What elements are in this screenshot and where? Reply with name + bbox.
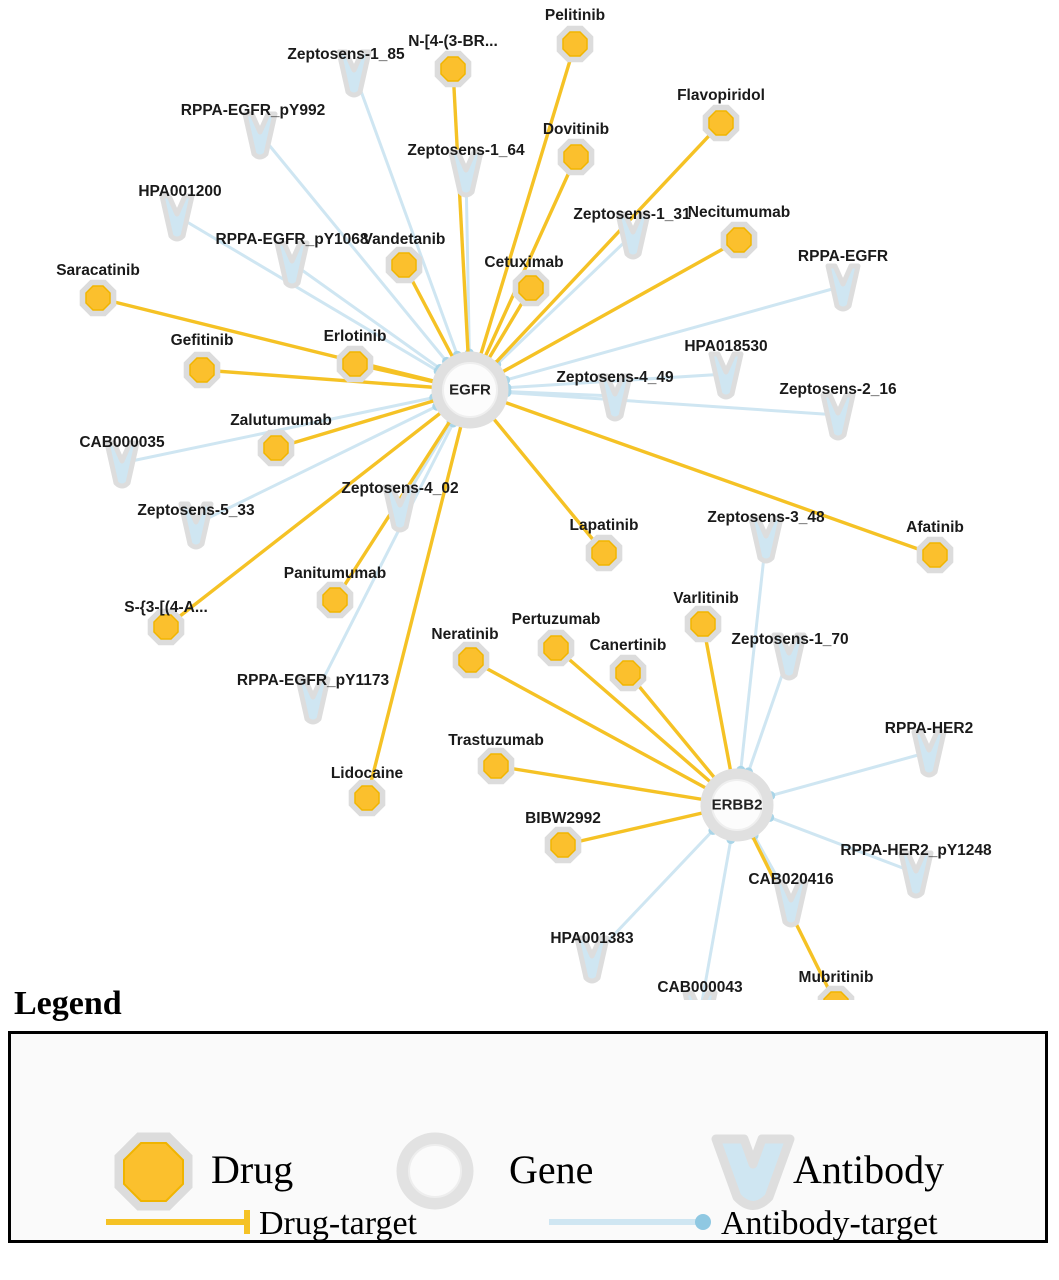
antibody-node[interactable] <box>774 635 804 678</box>
drug-node[interactable] <box>613 658 643 688</box>
antibody-node-label: CAB000043 <box>657 979 743 996</box>
drug-node-label: Cetuximab <box>484 254 564 271</box>
antibody-target-edge[interactable] <box>354 72 470 390</box>
antibody-node-label: HPA001200 <box>138 183 222 200</box>
legend-label-antibody-target: Antibody-target <box>721 1205 938 1242</box>
drug-node[interactable] <box>389 250 419 280</box>
drug-node-label: Varlitinib <box>673 590 739 607</box>
antibody-node-label: RPPA-EGFR_pY1068 <box>215 231 369 248</box>
drug-node[interactable] <box>83 283 113 313</box>
antibody-target-edge[interactable] <box>313 390 470 699</box>
antibody-node-label: RPPA-EGFR <box>797 248 889 265</box>
drug-node[interactable] <box>481 751 511 781</box>
drug-node-label: Saracatinib <box>56 262 140 279</box>
drug-node[interactable] <box>151 612 181 642</box>
legend-antibody-target-edge <box>549 1214 711 1230</box>
antibody-node-label: Zeptosens-1_85 <box>287 46 405 63</box>
legend-title: Legend <box>14 985 122 1022</box>
drug-node-label: Necitumumab <box>687 204 791 221</box>
antibody-node-label: CAB000035 <box>79 434 165 451</box>
legend-box <box>8 1031 1048 1243</box>
drug-node-label: Canertinib <box>589 637 667 654</box>
antibody-node[interactable] <box>181 504 211 547</box>
antibody-node[interactable] <box>245 114 275 157</box>
antibody-node[interactable] <box>339 52 369 95</box>
edge-layer <box>98 44 935 1000</box>
antibody-node-label: Zeptosens-4_49 <box>556 369 674 386</box>
antibody-node-label: Zeptosens-1_70 <box>731 631 849 648</box>
drug-node-label: Pertuzumab <box>511 611 601 628</box>
antibody-node[interactable] <box>162 196 192 239</box>
legend-gene-icon <box>403 1139 467 1203</box>
drug-node[interactable] <box>560 29 590 59</box>
legend-antibody-icon <box>716 1139 790 1206</box>
drug-node-label: Lapatinib <box>569 517 639 534</box>
antibody-node-label: Zeptosens-4_02 <box>341 480 459 497</box>
drug-node-label: Panitumumab <box>283 565 387 582</box>
antibody-node[interactable] <box>451 152 481 195</box>
antibody-node-label: RPPA-EGFR_pY1173 <box>236 672 390 689</box>
antibody-node-label: Zeptosens-1_31 <box>573 206 691 223</box>
legend-label-antibody: Antibody <box>793 1147 945 1192</box>
drug-node[interactable] <box>548 830 578 860</box>
antibody-node-label: Zeptosens-5_33 <box>137 502 255 519</box>
drug-target-edge[interactable] <box>367 390 470 798</box>
drug-node-label: Neratinib <box>431 626 499 643</box>
drug-node[interactable] <box>187 355 217 385</box>
drug-node[interactable] <box>589 538 619 568</box>
antibody-node-label: Zeptosens-1_64 <box>407 142 525 159</box>
drug-node[interactable] <box>541 633 571 663</box>
antibody-node-label: RPPA-HER2 <box>884 720 974 737</box>
drug-node-label: Erlotinib <box>323 328 387 345</box>
drug-node-label: Dovitinib <box>542 121 610 138</box>
antibody-node-label: Zeptosens-3_48 <box>707 509 825 526</box>
antibody-node[interactable] <box>298 679 328 722</box>
antibody-node[interactable] <box>600 376 630 419</box>
antibody-node[interactable] <box>711 354 741 397</box>
antibody-node[interactable] <box>776 882 806 925</box>
drug-node[interactable] <box>340 349 370 379</box>
legend-label-drug-target: Drug-target <box>259 1205 417 1242</box>
drug-node[interactable] <box>352 783 382 813</box>
antibody-node[interactable] <box>577 938 607 981</box>
drug-node-label: Flavopiridol <box>677 87 765 104</box>
drug-node-label: BIBW2992 <box>525 810 601 827</box>
gene-node-label[interactable]: EGFR <box>449 381 491 399</box>
drug-node-label: Trastuzumab <box>448 732 544 749</box>
drug-node[interactable] <box>706 108 736 138</box>
antibody-node-label: CAB020416 <box>748 871 834 888</box>
drug-node[interactable] <box>456 645 486 675</box>
drug-node-label: S-{3-[(4-A... <box>124 599 208 616</box>
antibody-node[interactable] <box>385 487 415 530</box>
drug-node[interactable] <box>516 273 546 303</box>
antibody-node-label: HPA018530 <box>684 338 768 355</box>
legend <box>8 985 1048 1243</box>
drug-target-edge[interactable] <box>470 123 721 390</box>
antibody-node[interactable] <box>751 518 781 561</box>
legend-label-drug: Drug <box>211 1147 294 1192</box>
antibody-node-label: RPPA-EGFR_pY992 <box>180 102 326 119</box>
antibody-node-label: Zeptosens-2_16 <box>779 381 897 398</box>
drug-node[interactable] <box>688 609 718 639</box>
antibody-node[interactable] <box>618 214 648 257</box>
antibody-target-edge[interactable] <box>122 390 470 463</box>
drug-node-label: N-[4-(3-BR... <box>408 33 498 50</box>
antibody-node[interactable] <box>914 732 944 775</box>
drug-node[interactable] <box>261 433 291 463</box>
drug-node[interactable] <box>438 54 468 84</box>
legend-drug-target-edge <box>106 1210 249 1234</box>
antibody-node[interactable] <box>107 443 137 486</box>
drug-node[interactable] <box>561 142 591 172</box>
drug-node-label: Gefitinib <box>170 332 234 349</box>
drug-node[interactable] <box>920 540 950 570</box>
drug-node-label: Lidocaine <box>330 765 404 782</box>
antibody-node[interactable] <box>901 853 931 896</box>
legend-drug-icon <box>121 1139 186 1204</box>
antibody-target-edge[interactable] <box>177 216 470 390</box>
drug-node[interactable] <box>724 225 754 255</box>
drug-node-label: Afatinib <box>906 519 964 536</box>
drug-node-label: Zalutumumab <box>230 412 332 429</box>
legend-label-gene: Gene <box>509 1147 594 1192</box>
antibody-node[interactable] <box>828 266 858 309</box>
antibody-node-label: RPPA-HER2_pY1248 <box>840 842 992 859</box>
drug-node-label: Pelitinib <box>544 7 606 24</box>
gene-node-label[interactable]: ERBB2 <box>711 796 763 814</box>
drug-target-edge[interactable] <box>453 69 475 390</box>
drug-node[interactable] <box>320 585 350 615</box>
drug-node-label: Mubritinib <box>798 969 874 986</box>
antibody-node-label: HPA001383 <box>550 930 634 947</box>
drug-node-label: Vandetanib <box>362 231 446 248</box>
antibody-node[interactable] <box>823 395 853 438</box>
